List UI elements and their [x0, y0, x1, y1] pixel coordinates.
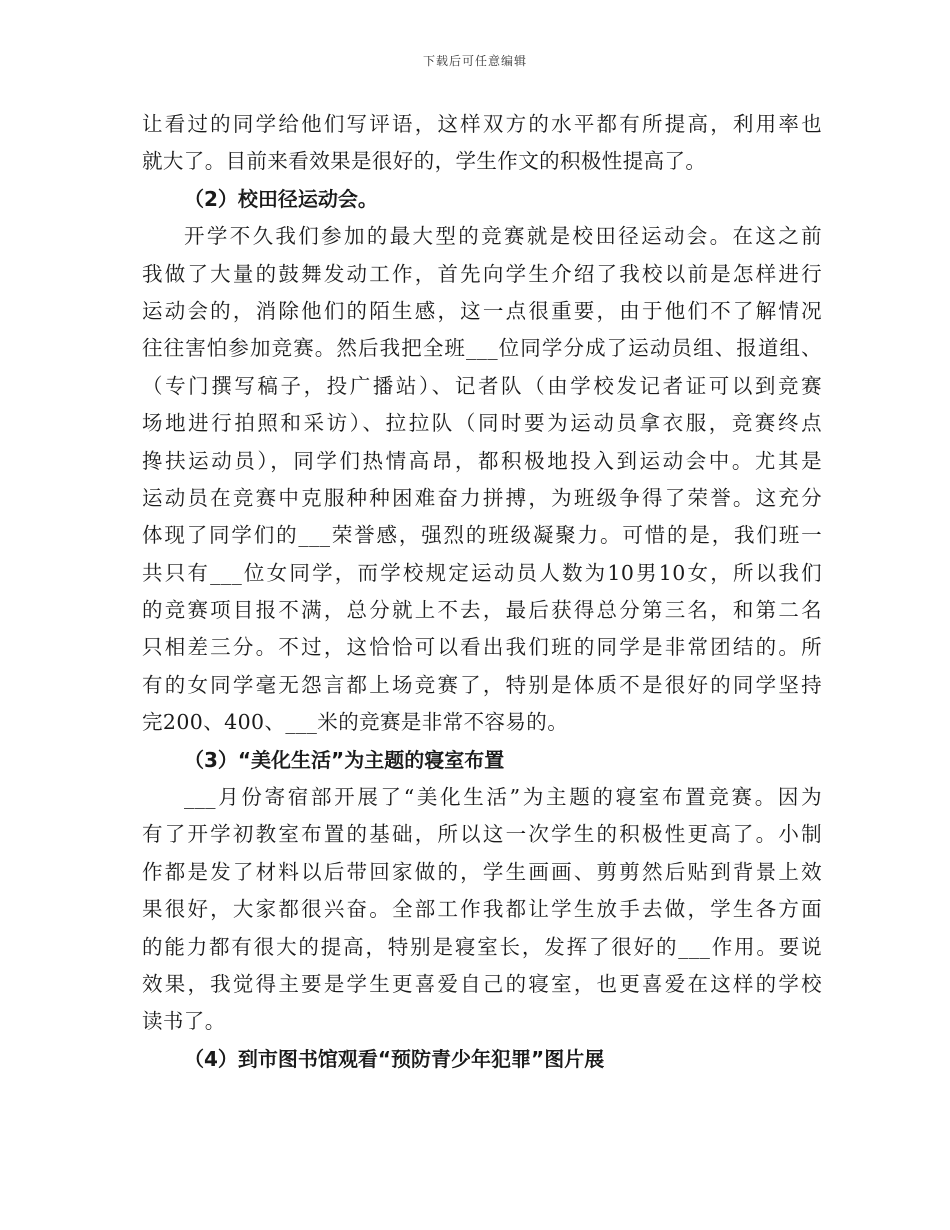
text-line: 运动员在竞赛中克服种种困难奋力拼搏，为班级争得了荣誉。这充分 — [142, 485, 822, 510]
section-heading: （4）到市图书馆观看“预防青少年犯罪”图片展 — [184, 1046, 605, 1071]
text-line: ___月份寄宿部开展了“美化生活”为主题的寝室布置竞赛。因为 — [184, 785, 822, 810]
text-line: 开学不久我们参加的最大型的竞赛就是校田径运动会。在这之前 — [184, 224, 822, 249]
text-line: 完200、400、___米的竞赛是非常不容易的。 — [142, 710, 569, 735]
section-heading: （2）校田径运动会。 — [184, 186, 378, 211]
text-line: 的竞赛项目报不满，总分就上不去，最后获得总分第三名，和第二名 — [142, 598, 822, 623]
text-line: 搀扶运动员），同学们热情高昂，都积极地投入到运动会中。尤其是 — [142, 448, 822, 473]
text-line: 体现了同学们的___荣誉感，强烈的班级凝聚力。可惜的是，我们班一 — [142, 523, 822, 548]
text-line: 让看过的同学给他们写评语，这样双方的水平都有所提高，利用率也 — [142, 112, 822, 136]
text-line: 的能力都有很大的提高，特别是寝室长，发挥了很好的___作用。要说 — [142, 934, 822, 959]
text-line: 往往害怕参加竞赛。然后我把全班___位同学分成了运动员组、报道组、 — [142, 336, 822, 361]
text-line: 就大了。目前来看效果是很好的，学生作文的积极性提高了。 — [142, 149, 707, 174]
text-line: 场地进行拍照和采访）、拉拉队（同时要为运动员拿衣服，竞赛终点 — [142, 411, 822, 436]
text-line: 读书了。 — [142, 1009, 226, 1034]
text-line: 我做了大量的鼓舞发动工作，首先向学生介绍了我校以前是怎样进行 — [142, 261, 822, 286]
section-heading: （3）“美化生活”为主题的寝室布置 — [184, 747, 505, 772]
text-line: 只相差三分。不过，这恰恰可以看出我们班的同学是非常团结的。所 — [142, 635, 822, 660]
page-header: 下载后可任意编辑 — [422, 54, 527, 68]
text-line: 作都是发了材料以后带回家做的，学生画画、剪剪然后贴到背景上效 — [142, 859, 822, 884]
text-line: 果很好，大家都很兴奋。全部工作我都让学生放手去做，学生各方面 — [142, 897, 822, 922]
text-line: 运动会的，消除他们的陌生感，这一点很重要，由于他们不了解情况 — [142, 298, 822, 323]
text-line: 效果，我觉得主要是学生更喜爱自己的寝室，也更喜爱在这样的学校 — [142, 971, 822, 996]
text-line: 有的女同学毫无怨言都上场竞赛了，特别是体质不是很好的同学坚持 — [142, 672, 822, 697]
text-line: 有了开学初教室布置的基础，所以这一次学生的积极性更高了。小制 — [142, 822, 822, 847]
paragraph — [142, 218, 822, 741]
text-line: 共只有___位女同学，而学校规定运动员人数为10男10女，所以我们 — [142, 560, 822, 585]
document-body — [142, 106, 822, 1078]
paragraph — [142, 779, 822, 1041]
text-line: （专门撰写稿子，投广播站）、记者队（由学校发记者证可以到竞赛 — [142, 373, 822, 398]
paragraph — [142, 106, 822, 181]
